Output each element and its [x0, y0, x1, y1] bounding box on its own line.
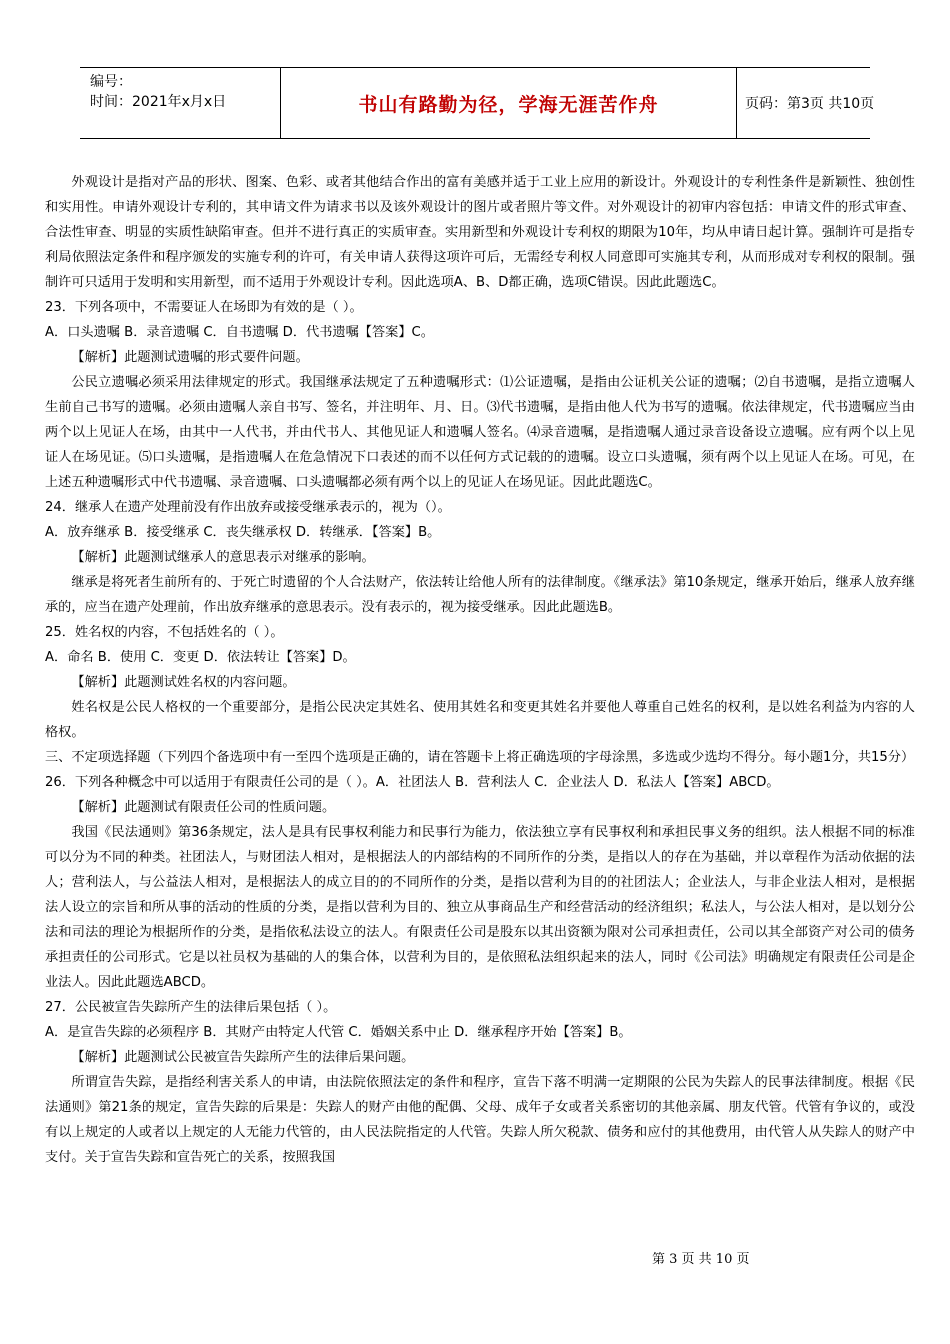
paragraph: 26．下列各种概念中可以适用于有限责任公司的是（ ）。A．社团法人 B．营利法人 C．企业法人 D．私法人【答案】ABCD。 — [45, 775, 780, 790]
header-page-info: 页码：第3页 共10页 — [745, 96, 875, 112]
paragraph: A．口头遗嘱 B．录音遗嘱 C．自书遗嘱 D．代书遗嘱【答案】C。 — [45, 325, 434, 340]
paragraph: 我国《民法通则》第36条规定，法人是具有民事权利能力和民事行为能力，依法独立享有民事权利和承担民事义务的组织。法人根据不同的标准可以分为不同的种类。社团法人，与财团法人相对，是根据法人的内部结构的不同所作的分类，是指以人的存在为基础，并以章程作为活动依据的法人；营利法人，与公益法人相对，是根据法人的成立目的的不同所作的分类，是指以营利为目的的社团法人；企业法人，与非企业法人相对，是根据法人设立的宗旨和所从事的活动的性质的分类，是指以营利为目的、独立从事商品生产和经营活动的经济组织；私法人，与公法人相对，是以划分公法和司法的理论为根据所作的分类，是指依私法设立的法人。有限责任公司是股东以其出资额为限对公司承担责任，公司以其全部资产对公司的债务承担责任的公司形式。它是以社员权为基础的人的集合体，以营利为目的，是依照私法组织起来的法人，同时《公司法》明确规定有限责任公司是企业法人。因此此题选ABCD。 — [45, 825, 915, 990]
paragraph: A．是宣告失踪的必须程序 B．其财产由特定人代管 C．婚姻关系中止 D．继承程序开始【答案】B。 — [45, 1025, 632, 1040]
paragraph: 【解析】此题测试有限责任公司的性质问题。 — [71, 800, 336, 815]
paragraph: 三、不定项选择题（下列四个备选项中有一至四个选项是正确的，请在答题卡上将正确选项的字母涂黑，多选或少选均不得分。每小题1分，共15分） — [45, 750, 915, 765]
header-motto: 书山有路勤为径，学海无涯苦作舟 — [358, 93, 659, 116]
paragraph: 继承是将死者生前所有的、于死亡时遗留的个人合法财产，依法转让给他人所有的法律制度。《继承法》第10条规定，继承开始后，继承人放弃继承的，应当在遗产处理前，作出放弃继承的意思表示。没有表示的，视为接受继承。因此此题选B。 — [45, 575, 915, 615]
document-body — [45, 170, 915, 1170]
paragraph: 【解析】此题测试姓名权的内容问题。 — [71, 675, 296, 690]
document-time-label: 时间：2021年x月x日 — [90, 94, 227, 110]
paragraph: 24．继承人在遗产处理前没有作出放弃或接受继承表示的，视为（）。 — [45, 500, 451, 515]
paragraph: 25．姓名权的内容，不包括姓名的（ ）。 — [45, 625, 284, 640]
paragraph: 【解析】此题测试继承人的意思表示对继承的影响。 — [71, 550, 375, 565]
page-header — [80, 67, 875, 139]
paragraph: 23．下列各项中，不需要证人在场即为有效的是（ ）。 — [45, 300, 363, 315]
paragraph: A．命名 B．使用 C．变更 D．依法转让【答案】D。 — [45, 650, 356, 665]
paragraph: 所谓宣告失踪，是指经利害关系人的申请，由法院依照法定的条件和程序，宣告下落不明满一定期限的公民为失踪人的民事法律制度。根据《民法通则》第21条的规定，宣告失踪的后果是：失踪人的财产由他的配偶、父母、成年子女或者关系密切的其他亲属、朋友代管。代管有争议的，或没有以上规定的人或者以上规定的人无能力代管的，由人民法院指定的人代管。失踪人所欠税款、债务和应付的其他费用，由代管人从失踪人的财产中支付。关于宣告失踪和宣告死亡的关系，按照我国 — [45, 1075, 915, 1165]
paragraph: A．放弃继承 B．接受继承 C．丧失继承权 D．转继承．【答案】B。 — [45, 525, 441, 540]
paragraph: 【解析】此题测试遗嘱的形式要件问题。 — [71, 350, 309, 365]
paragraph: 外观设计是指对产品的形状、图案、色彩、或者其他结合作出的富有美感并适于工业上应用的新设计。外观设计的专利性条件是新颖性、独创性和实用性。申请外观设计专利的，其申请文件为请求书以及该外观设计的图片或者照片等文件。对外观设计的初审内容包括：申请文件的形式审查、合法性审查、明显的实质性缺陷审查。但并不进行真正的实质审查。实用新型和外观设计专利权的期限为10年，均从申请日起计算。强制许可是指专利局依照法定条件和程序颁发的实施专利的许可，有关申请人获得这项许可后，无需经专利权人同意即可实施其专利，从而形成对专利权的限制。强制许可只适用于发明和实用新型，而不适用于外观设计专利。因此选项A、B、D都正确，选项C错误。因此此题选C。 — [45, 175, 915, 290]
page-footer: 第 3 页 共 10 页 — [652, 1252, 750, 1267]
document-number-label: 编号： — [90, 74, 132, 90]
paragraph: 【解析】此题测试公民被宣告失踪所产生的法律后果问题。 — [71, 1050, 415, 1065]
header-page-cell — [735, 68, 875, 138]
paragraph: 姓名权是公民人格权的一个重要部分，是指公民决定其姓名、使用其姓名和变更其姓名并要他人尊重自己姓名的权利，是以姓名利益为内容的人格权。 — [45, 700, 915, 740]
header-motto-cell — [280, 68, 737, 138]
header-meta — [80, 68, 280, 138]
paragraph: 27．公民被宣告失踪所产生的法律后果包括（ ）。 — [45, 1000, 337, 1015]
paragraph: 公民立遗嘱必须采用法律规定的形式。我国继承法规定了五种遗嘱形式：⑴公证遗嘱，是指由公证机关公证的遗嘱；⑵自书遗嘱，是指立遗嘱人生前自己书写的遗嘱。必须由遗嘱人亲自书写、签名，并注明年、月、日。⑶代书遗嘱，是指由他人代为书写的遗嘱。依法律规定，代书遗嘱应当由两个以上见证人在场，由其中一人代书，并由代书人、其他见证人和遗嘱人签名。⑷录音遗嘱，是指遗嘱人通过录音设备设立遗嘱。应有两个以上见证人在场见证。⑸口头遗嘱，是指遗嘱人在危急情况下口表述的而不以任何方式记载的的遗嘱。设立口头遗嘱，须有两个以上见证人在场。可见，在上述五种遗嘱形式中代书遗嘱、录音遗嘱、口头遗嘱都必须有两个以上的见证人在场见证。因此此题选C。 — [45, 375, 915, 490]
